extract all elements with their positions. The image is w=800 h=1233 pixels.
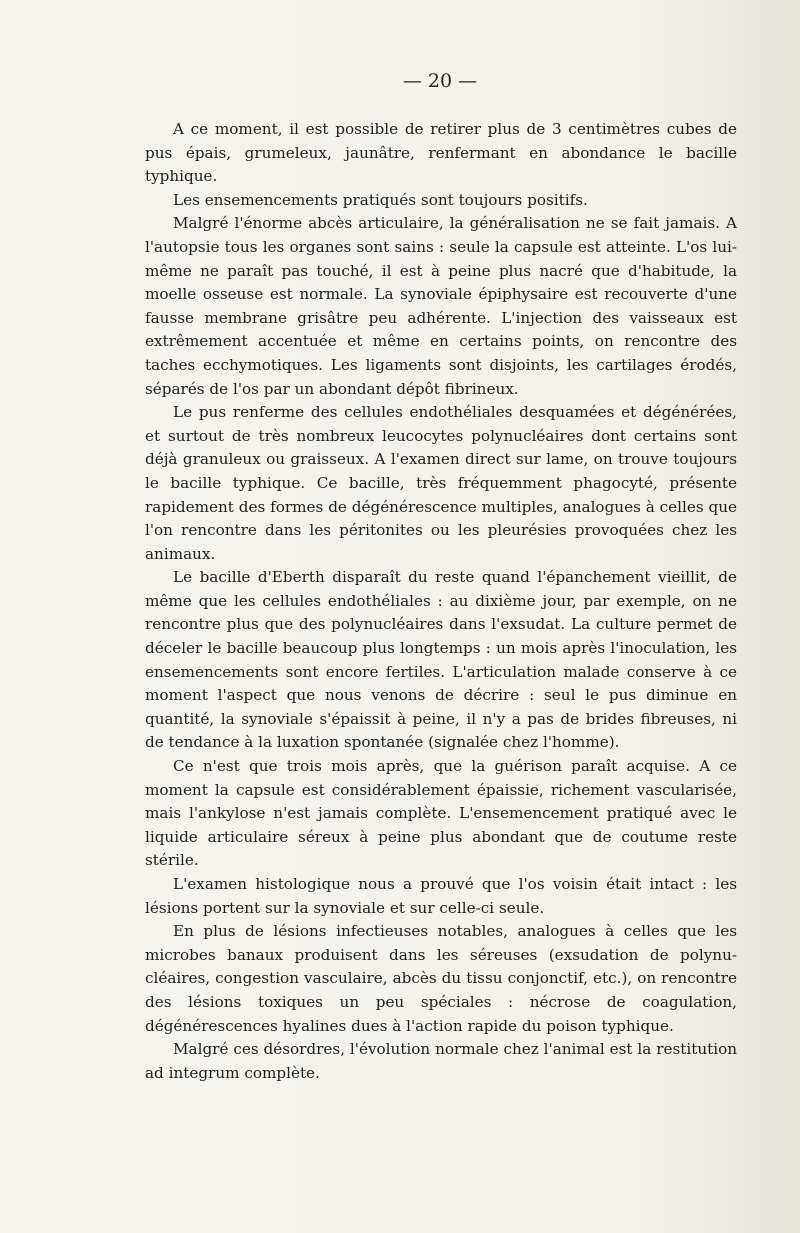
paragraph: Le bacille d'Eberth disparaît du reste quand l'épanchement vieillit, de même que les cellules endothéliales : au dixième jour, par exemple, on ne rencontre plus que des polynucléaires dans l'exsudat. La culture permet de déceler le bacille beaucoup plus longtemps : un mois après l'inoculation, les ensemencements sont encore fertiles. L'articulation malade conserve à ce moment l'aspect que nous venons de décrire : seul le pus diminue en quantité, la synoviale s'épaissit à peine, il n'y a pas de brides fibreuses, ni de tendance à la luxation spontanée (signalée chez l'homme). <box>145 568 737 752</box>
page-number: — 20 — <box>402 70 478 92</box>
paragraph: En plus de lésions infectieuses notables, analogues à celles que les microbes banaux produisent dans les séreuses (exsudation de polynucléaires, congestion vasculaire, abcès du tissu conjonctif, etc.), on rencontre des lésions toxiques un peu spéciales : nécrose de coagulation, dégénérescences hyalines dues à l'action rapide du poison typhique. <box>145 922 737 1035</box>
paragraph: Ce n'est que trois mois après, que la guérison paraît acquise. A ce moment la capsule est considérablement épaissie, richement vascularisée, mais l'ankylose n'est jamais complète. L'ensemencement pratiqué avec le liquide articulaire séreux à peine plus abondant que de coutume reste stérile. <box>145 757 737 870</box>
paragraph: Malgré ces désordres, l'évolution normale chez l'animal est la restitution ad integrum complète. <box>145 1040 737 1082</box>
paragraph: Le pus renferme des cellules endothéliales desquamées et dégénérées, et surtout de très nombreux leucocytes polynucléaires dont certains sont déjà granuleux ou graisseux. A l'examen direct sur lame, on trouve toujours le bacille typhique. Ce bacille, très fréquemment phagocyté, présente rapidement des formes de dégénérescence multiples, analogues à celles que l'on rencontre dans les péritonites ou les pleurésies provoquées chez les animaux. <box>145 403 737 563</box>
paragraph: Malgré l'énorme abcès articulaire, la généralisation ne se fait jamais. A l'autopsie tous les organes sont sains : seule la capsule est atteinte. L'os lui-même ne paraît pas touché, il est à peine plus nacré que d'habitude, la moelle osseuse est normale. La synoviale épiphysaire est recouverte d'une fausse membrane grisâtre peu adhérente. L'injection des vaisseaux est extrêmement accentuée et même en certains points, on rencontre des taches ecchymotiques. Les ligaments sont disjoints, les cartilages érodés, séparés de l'os par un abondant dépôt fibrineux. <box>145 214 737 398</box>
body-text <box>145 118 737 1085</box>
paragraph: L'examen histologique nous a prouvé que l'os voisin était intact : les lésions portent sur la synoviale et sur celle-ci seule. <box>145 875 737 917</box>
paragraph: A ce moment, il est possible de retirer plus de 3 centimètres cubes de pus épais, grumeleux, jaunâtre, renfermant en abondance le bacille typhique. <box>145 120 737 186</box>
paragraph: Les ensemencements pratiqués sont toujours positifs. <box>173 190 588 209</box>
